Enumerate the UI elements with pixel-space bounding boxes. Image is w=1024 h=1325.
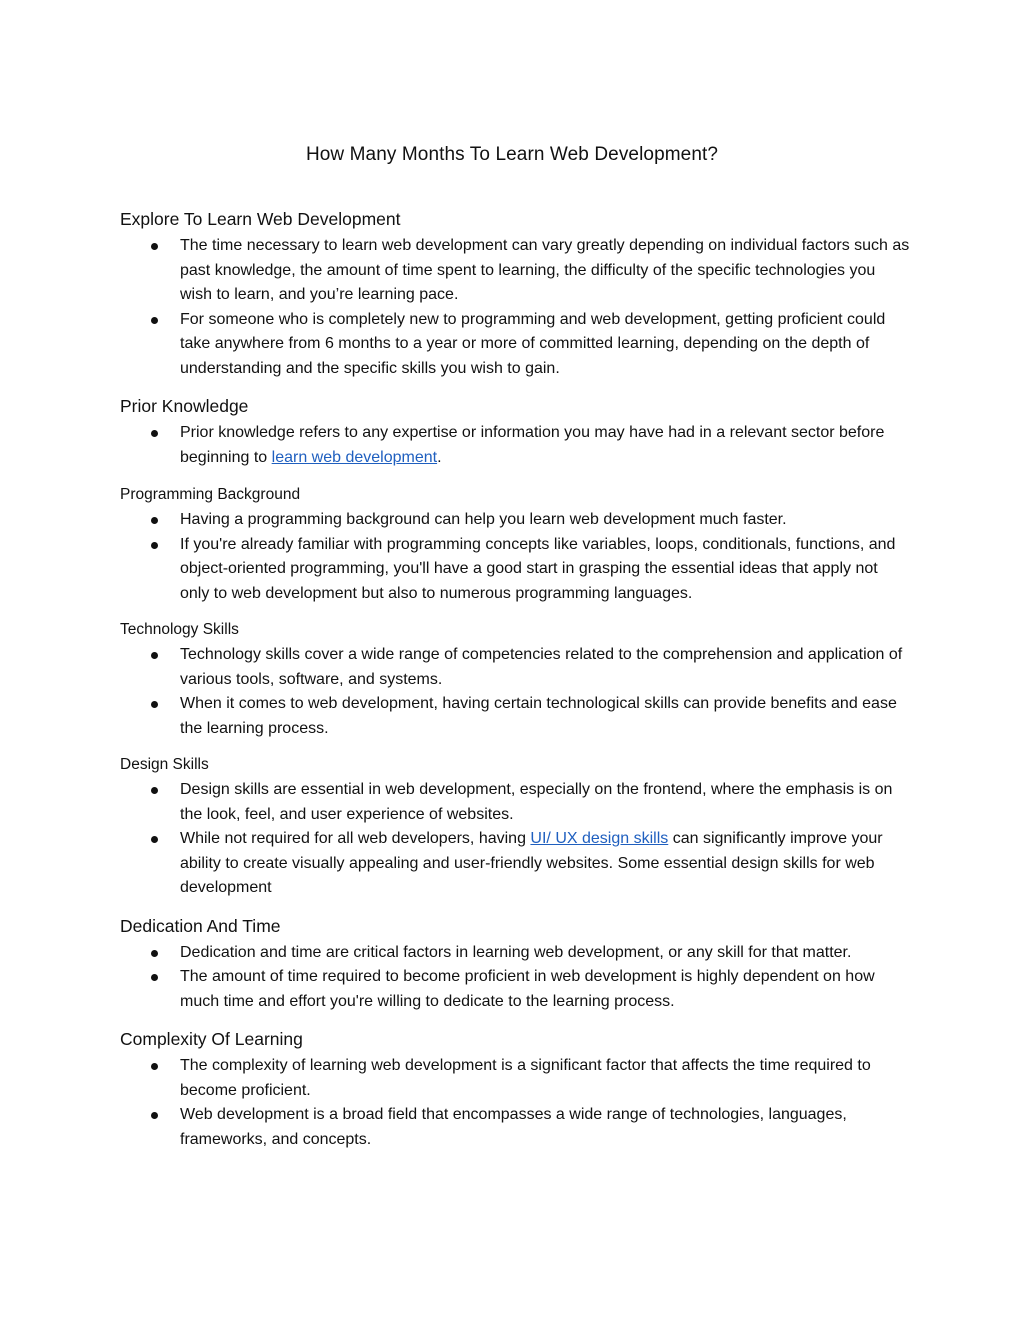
bullet-text: Prior knowledge refers to any expertise or information you may have had in a relevant sector before beginning to [180,424,885,466]
section-programming-background [120,483,910,606]
bullet-icon [151,836,158,843]
spacer [120,1014,910,1026]
section-complexity-of-learning [120,1026,910,1152]
section-technology-skills [120,618,910,741]
bullet-text: Having a programming background can help you learn web development much faster. [180,511,787,528]
list-item [120,1103,910,1152]
bullet-text: The time necessary to learn web development can vary greatly depending on individual factors such as past knowledge, the amount of time spent to learning, the difficulty of the specific technologies you wish to learn, and you’re learning pace. [180,237,910,303]
bullet-text: Dedication and time are critical factors in learning web development, or any skill for that matter. [180,943,852,961]
list-item [120,234,910,308]
list-item [120,692,910,741]
list-programming-background [120,508,910,606]
list-item [120,827,910,901]
bullet-text: For someone who is completely new to programming and web development, getting proficient could take anywhere from 6 months to a year or more of committed learning, depending on the depth of understanding and the specific skills you wish to gain. [180,310,886,377]
bullet-text-end: . [437,448,442,466]
bullet-icon [151,950,158,957]
bullet-text-end: can significantly improve your ability to create visually appealing and user-friendly websites. Some essential design skills for web development [180,830,883,896]
bullet-text: When it comes to web development, having certain technological skills can provide benefits and ease the learning process. [180,695,897,737]
list-design-skills [120,778,910,901]
bullet-icon [151,1112,158,1119]
bullet-text: The amount of time required to become proficient in web development is highly dependent on how much time and effort you're willing to dedicate to the learning process. [180,968,875,1010]
bullet-icon [151,1063,158,1070]
spacer [120,741,910,753]
learn-web-development-link[interactable]: learn web development [271,448,438,466]
heading-programming-background: Programming Background [120,486,301,503]
list-item [120,308,910,382]
bullet-text: Design skills are essential in web development, especially on the frontend, where the emphasis is on the look, feel, and user experience of websites. [180,781,893,823]
bullet-text: Technology skills cover a wide range of competencies related to the comprehension and application of various tools, software, and systems. [180,646,903,688]
spacer [120,381,910,393]
list-item [120,533,910,607]
list-dedication-and-time [120,941,910,1015]
list-explore [120,234,910,381]
spacer [120,901,910,913]
bullet-icon [151,974,158,981]
bullet-icon [151,787,158,794]
heading-prior-knowledge: Prior Knowledge [120,396,249,416]
section-prior-knowledge [120,393,910,470]
bullet-icon [151,542,158,549]
bullet-text: The complexity of learning web development is a significant factor that affects the time required to become proficient. [180,1057,871,1099]
list-item [120,643,910,692]
list-technology-skills [120,643,910,741]
list-item [120,941,910,966]
list-item [120,778,910,827]
list-item [120,1054,910,1103]
bullet-icon [151,652,158,659]
bullet-icon [151,243,158,250]
ui-ux-design-skills-link[interactable]: UI/ UX design skills [530,830,669,847]
bullet-text: While not required for all web developers, having [180,830,531,847]
heading-explore: Explore To Learn Web Development [120,209,401,229]
section-dedication-and-time [120,913,910,1015]
bullet-icon [151,701,158,708]
document-title: How Many Months To Learn Web Development? [305,144,719,165]
bullet-text: Web development is a broad field that encompasses a wide range of technologies, languages, frameworks, and concepts. [180,1106,847,1148]
spacer [120,606,910,618]
section-design-skills [120,753,910,901]
list-item [120,965,910,1014]
list-item [120,421,910,470]
heading-complexity-of-learning: Complexity Of Learning [120,1029,303,1049]
bullet-text: If you're already familiar with programming concepts like variables, loops, conditionals, functions, and object-oriented programming, you'll have a good start in grasping the essential ideas that apply not only to web development but also to numerous programming languages. [180,535,896,602]
heading-dedication-and-time: Dedication And Time [120,915,281,936]
heading-design-skills: Design Skills [120,756,209,773]
list-item [120,508,910,533]
spacer [120,470,910,483]
bullet-icon [151,430,158,437]
list-prior-knowledge [120,421,910,470]
heading-technology-skills: Technology Skills [120,621,239,638]
list-complexity-of-learning [120,1054,910,1152]
bullet-icon [151,517,158,524]
section-explore [120,206,910,381]
document-body [120,206,910,1152]
bullet-icon [151,317,158,324]
